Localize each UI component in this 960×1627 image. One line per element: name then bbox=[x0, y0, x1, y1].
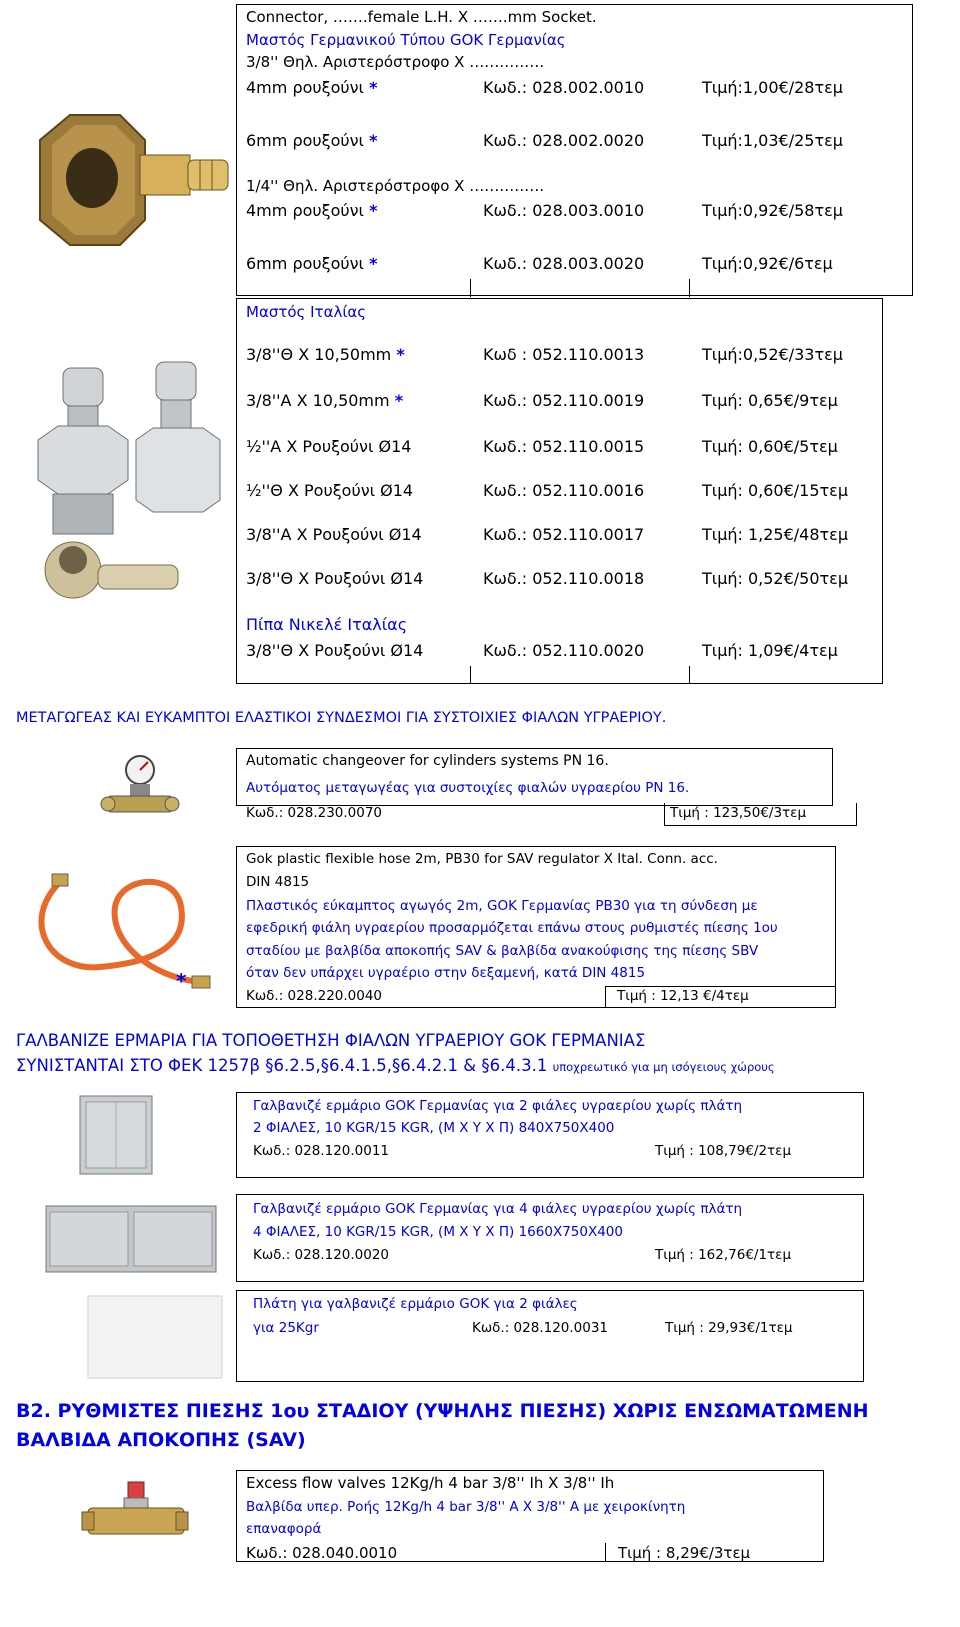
column-divider bbox=[470, 666, 471, 684]
hose-title-en-2: DIN 4815 bbox=[246, 874, 310, 890]
gok-row-1-price: Τιμή:1,00€/28τεμ bbox=[702, 78, 843, 97]
valve-code: Κωδ.: 028.040.0010 bbox=[246, 1544, 398, 1562]
hose-star: * bbox=[176, 969, 187, 993]
gok-connector-image bbox=[30, 60, 230, 260]
italy-row-5-code: Κωδ.: 052.110.0017 bbox=[483, 525, 645, 544]
back-plate-line-1: Πλάτη για γαλβανιζέ ερμάριο GOK για 2 φιάλες bbox=[253, 1296, 578, 1312]
hose-desc-gr-2: εφεδρική φιάλη υγραερίου προσαρμόζεται επάνω στους ρυθμιστές πίεσης 1ου bbox=[246, 920, 778, 936]
column-divider bbox=[689, 666, 690, 684]
valve-desc-gr-1: Βαλβίδα υπερ. Ροής 12Kg/h 4 bar 3/8'' A X 3/8'' A με χειροκίνητη bbox=[246, 1499, 686, 1515]
back-plate-price: Τιμή : 29,93€/1τεμ bbox=[665, 1320, 793, 1336]
valve-desc-gr-2: επαναφορά bbox=[246, 1521, 322, 1537]
italy-row-2-price: Τιμή: 0,65€/9τεμ bbox=[702, 391, 838, 410]
gok-sub-38: 3/8'' Θηλ. Αριστερόστροφο Χ …………… bbox=[246, 53, 545, 71]
gok-row-1-code: Κωδ.: 028.002.0010 bbox=[483, 78, 645, 97]
hose-price: Τιμή : 12,13 €/4τεμ bbox=[617, 988, 749, 1004]
cabinet-4-line-2: 4 ΦΙΑΛΕΣ, 10 KGR/15 KGR, (Μ Χ Υ Χ Π) 1660Χ750Χ400 bbox=[253, 1224, 623, 1240]
gok-row-3-price: Τιμή:0,92€/58τεμ bbox=[702, 201, 843, 220]
italy-row-5-price: Τιμή: 1,25€/48τεμ bbox=[702, 525, 848, 544]
valve-title-en: Excess flow valves 12Kg/h 4 bar 3/8'' Ih X 3/8'' Ih bbox=[246, 1474, 615, 1492]
italy-row-2-desc: 3/8''Α Χ 10,50mm * bbox=[246, 391, 404, 410]
italy-row-6-price: Τιμή: 0,52€/50τεμ bbox=[702, 569, 848, 588]
gok-row-2-price: Τιμή:1,03€/25τεμ bbox=[702, 131, 843, 150]
cabinet-2-code: Κωδ.: 028.120.0011 bbox=[253, 1143, 390, 1159]
cabinet-4-price: Τιμή : 162,76€/1τεμ bbox=[655, 1247, 792, 1263]
italy-row-6-code: Κωδ.: 052.110.0018 bbox=[483, 569, 645, 588]
gok-row-3-code: Κωδ.: 028.003.0010 bbox=[483, 201, 645, 220]
gok-title-en: Connector, …….female L.H. X …….mm Socket. bbox=[246, 8, 597, 26]
gok-row-2-code: Κωδ.: 028.002.0020 bbox=[483, 131, 645, 150]
italy-title: Μαστός Ιταλίας bbox=[246, 303, 367, 321]
gok-row-4-code: Κωδ.: 028.003.0020 bbox=[483, 254, 645, 273]
excess-flow-valve-image bbox=[80, 1478, 190, 1548]
italy-row-5-desc: 3/8''Α Χ Ρουξούνι Ø14 bbox=[246, 525, 422, 544]
section-heading-cabinets-2: ΣΥΝΙΣΤΑΝΤΑΙ ΣΤΟ ΦΕΚ 1257β §6.2.5,§6.4.1.5,§6.4.2.1 & §6.4.3.1 υποχρεωτικό για μη ισόγειους χώρους bbox=[16, 1056, 775, 1075]
hose-title-en-1: Gok plastic flexible hose 2m, PB30 for SAV regulator X Ital. Conn. acc. bbox=[246, 851, 718, 867]
italy-row-1-code: Κωδ : 052.110.0013 bbox=[483, 345, 645, 364]
gok-row-2-desc: 6mm ρουξούνι * bbox=[246, 131, 378, 150]
italy-row-3-code: Κωδ.: 052.110.0015 bbox=[483, 437, 645, 456]
italy-row-4-code: Κωδ.: 052.110.0016 bbox=[483, 481, 645, 500]
italy-row-1-desc: 3/8''Θ Χ 10,50mm * bbox=[246, 345, 405, 364]
section-heading-regulators-1: B2. ΡΥΘΜΙΣΤΕΣ ΠΙΕΣΗΣ 1ου ΣΤΑΔΙΟΥ (ΥΨΗΛΗΣ ΠΙΕΣΗΣ) ΧΩΡΙΣ ΕΝΣΩΜΑΤΩΜΕΝΗ bbox=[16, 1400, 869, 1422]
section-heading-regulators-2: ΒΑΛΒΙΔΑ ΑΠΟΚΟΠΗΣ (SAV) bbox=[16, 1429, 306, 1451]
cabinet-2-price: Τιμή : 108,79€/2τεμ bbox=[655, 1143, 792, 1159]
cabinet-4-code: Κωδ.: 028.120.0020 bbox=[253, 1247, 390, 1263]
pipa-price: Τιμή: 1,09€/4τεμ bbox=[702, 641, 838, 660]
pipa-code: Κωδ.: 052.110.0020 bbox=[483, 641, 645, 660]
hose-desc-gr-4: όταν δεν υπάρχει υγραέριο στην δεξαμενή, κατά DIN 4815 bbox=[246, 965, 646, 981]
italy-row-4-desc: ½''Θ Χ Ρουξούνι Ø14 bbox=[246, 481, 414, 500]
cabinet-2-image bbox=[78, 1094, 158, 1176]
gok-title-gr: Μαστός Γερμανικού Τύπου GOK Γερμανίας bbox=[246, 31, 566, 49]
changeover-title-gr: Αυτόματος μεταγωγέας για συστοιχίες φιαλών υγραερίου PN 16. bbox=[246, 780, 690, 796]
italy-row-3-desc: ½''Α Χ Ρουξούνι Ø14 bbox=[246, 437, 412, 456]
hose-desc-gr-3: σταδίου με βαλβίδα αποκοπής SAV & βαλβίδα ανακούφισης της πίεσης SBV bbox=[246, 943, 759, 959]
gok-sub-14: 1/4'' Θηλ. Αριστερόστροφο Χ …………… bbox=[246, 177, 545, 195]
section-heading-cabinets-1: ΓΑΛΒΑΝΙΖΕ ΕΡΜΑΡΙΑ ΓΙΑ ΤΟΠΟΘΕΤΗΣΗ ΦΙΑΛΩΝ ΥΓΡΑΕΡΙΟΥ GOK ΓΕΡΜΑΝΙΑΣ bbox=[16, 1031, 646, 1050]
valve-price: Τιμή : 8,29€/3τεμ bbox=[618, 1544, 751, 1562]
changeover-image bbox=[98, 752, 218, 822]
back-plate-line-2: για 25Kgr bbox=[253, 1320, 319, 1336]
pipa-desc: 3/8''Θ Χ Ρουξούνι Ø14 bbox=[246, 641, 424, 660]
back-plate-image bbox=[86, 1294, 226, 1380]
column-divider bbox=[470, 279, 471, 297]
section-heading-changeover: ΜΕΤΑΓΩΓΕΑΣ ΚΑΙ ΕΥΚΑΜΠΤΟΙ ΕΛΑΣΤΙΚΟΙ ΣΥΝΔΕΣΜΟΙ ΓΙΑ ΣΥΣΤΟΙΧΙΕΣ ΦΙΑΛΩΝ ΥΓΡΑΕΡΙΟΥ. bbox=[16, 710, 667, 726]
italy-row-1-price: Τιμή:0,52€/33τεμ bbox=[702, 345, 843, 364]
gok-row-4-desc: 6mm ρουξούνι * bbox=[246, 254, 378, 273]
italy-row-4-price: Τιμή: 0,60€/15τεμ bbox=[702, 481, 848, 500]
changeover-code: Κωδ.: 028.230.0070 bbox=[246, 805, 383, 821]
italy-row-2-code: Κωδ.: 052.110.0019 bbox=[483, 391, 645, 410]
pipa-title: Πίπα Νικελέ Ιταλίας bbox=[246, 615, 408, 634]
cabinet-2-line-2: 2 ΦΙΑΛΕΣ, 10 KGR/15 KGR, (Μ Χ Υ Χ Π) 840Χ750Χ400 bbox=[253, 1120, 615, 1136]
hose-code: Κωδ.: 028.220.0040 bbox=[246, 988, 383, 1004]
cabinet-2-line-1: Γαλβανιζέ ερμάριο GOK Γερμανίας για 2 φιάλες υγραερίου χωρίς πλάτη bbox=[253, 1098, 743, 1114]
column-divider bbox=[605, 1543, 606, 1562]
italy-nipples-image bbox=[28, 360, 228, 620]
changeover-title-en: Automatic changeover for cylinders systems PN 16. bbox=[246, 753, 609, 769]
gok-row-3-desc: 4mm ρουξούνι * bbox=[246, 201, 378, 220]
column-divider bbox=[689, 279, 690, 297]
hose-desc-gr-1: Πλαστικός εύκαμπτος αγωγός 2m, GOK Γερμανίας PB30 για τη σύνδεση με bbox=[246, 898, 758, 914]
gok-row-4-price: Τιμή:0,92€/6τεμ bbox=[702, 254, 833, 273]
gok-row-1-desc: 4mm ρουξούνι * bbox=[246, 78, 378, 97]
changeover-price: Τιμή : 123,50€/3τεμ bbox=[670, 805, 807, 821]
cabinet-4-image bbox=[44, 1204, 220, 1276]
hose-image bbox=[40, 862, 220, 1002]
italy-row-3-price: Τιμή: 0,60€/5τεμ bbox=[702, 437, 838, 456]
cabinet-4-line-1: Γαλβανιζέ ερμάριο GOK Γερμανίας για 4 φιάλες υγραερίου χωρίς πλάτη bbox=[253, 1201, 743, 1217]
italy-row-6-desc: 3/8''Θ Χ Ρουξούνι Ø14 bbox=[246, 569, 424, 588]
back-plate-code: Κωδ.: 028.120.0031 bbox=[472, 1320, 609, 1336]
